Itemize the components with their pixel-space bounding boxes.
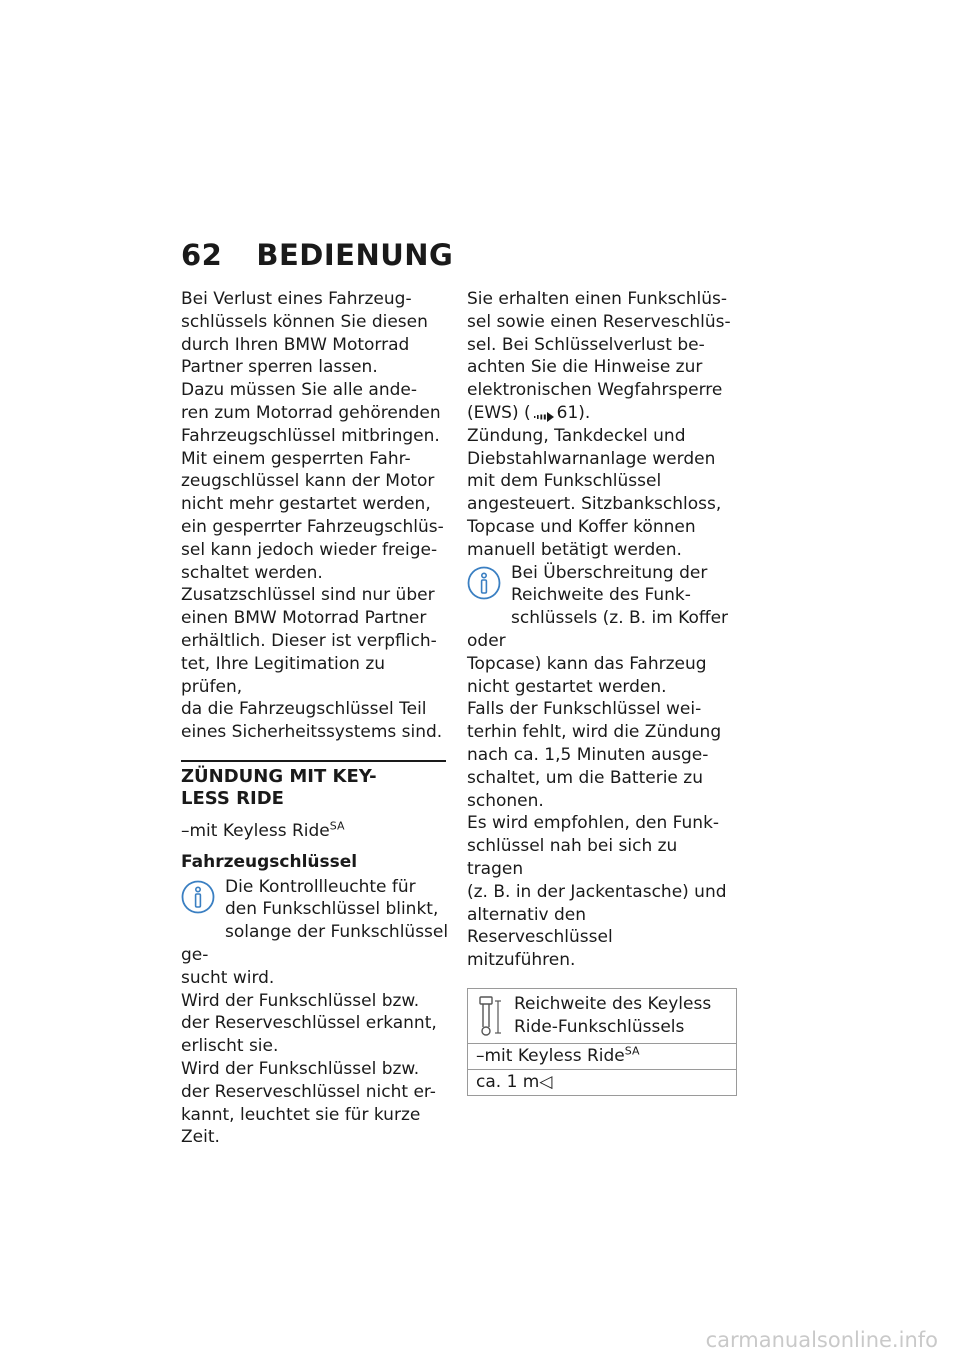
section-divider	[181, 760, 446, 762]
paragraph-bring-keys: Dazu müssen Sie alle ande- ren zum Motorrad gehörenden Fahrzeugschlüssel mitbringen.	[181, 380, 441, 446]
paragraph-key-not-recognized: Wird der Funkschlüssel bzw. der Reserveschlüssel nicht er- kannt, leuchtet sie für kurze Zeit.	[181, 1058, 436, 1148]
info-icon	[467, 566, 505, 608]
note-range	[467, 562, 737, 699]
section-title: ZÜNDUNG MIT KEY- LESS RIDE	[181, 765, 377, 809]
arrow-reference-icon	[533, 407, 555, 419]
left-column	[181, 288, 451, 1149]
option-line	[181, 820, 451, 843]
paragraph-ignition-off: Falls der Funkschlüssel wei- terhin fehlt, wird die Zündung nach ca. 1,5 Minuten ausge- schaltet, um die Batterie zu schonen.	[467, 699, 722, 811]
right-column	[467, 288, 737, 1096]
option-text: –mit Keyless Ride	[181, 820, 330, 841]
spec-table	[467, 988, 737, 1096]
end-mark: ◁	[539, 1071, 553, 1092]
paragraph-blocked-key: Mit einem gesperrten Fahr- zeugschlüssel kann der Motor nicht mehr gestartet werden, ein gesperrter Fahrzeugschlüs- sel kann jedoch wieder freige- schaltet werden.	[181, 448, 444, 583]
subheading-vehicle-key: Fahrzeugschlüssel	[181, 851, 358, 872]
spec-option-text: –mit Keyless Ride	[476, 1045, 625, 1066]
note-indicator-light	[181, 876, 451, 990]
note-text: Die Kontrollleuchte für den Funkschlüssel blinkt, solange der Funkschlüssel ge- sucht wird.	[181, 876, 449, 988]
spec-header	[468, 989, 736, 1044]
measurement-icon	[474, 993, 514, 1039]
page-header	[181, 238, 453, 272]
paragraph-key-loss: Bei Verlust eines Fahrzeug- schlüssels können Sie diesen durch Ihren BMW Motorrad Partner sperren lassen.	[181, 289, 428, 378]
page-number: 62	[181, 238, 223, 272]
page-reference[interactable]: 61).	[556, 402, 591, 423]
spec-option-sup: SA	[624, 1044, 640, 1058]
paragraph-recommendation: Es wird empfohlen, den Funk- schlüssel nah bei sich zu tragen (z. B. in der Jackentasche) und alternativ den Reserveschlüssel mitzuführen.	[467, 813, 727, 971]
watermark: carmanualsonline.info	[705, 1328, 938, 1352]
page-title: BEDIENUNG	[256, 238, 454, 272]
paragraph-key-recognized: Wird der Funkschlüssel bzw. der Reserveschlüssel erkannt, erlischt sie.	[181, 990, 437, 1057]
spec-value: ca. 1 m	[476, 1071, 540, 1092]
option-sup: SA	[329, 819, 345, 833]
paragraph-keys-received	[467, 288, 737, 425]
note-text: Bei Überschreitung der Reichweite des Funk- schlüssels (z. B. im Koffer oder Topcase) kann das Fahrzeug nicht gestartet werden.	[467, 562, 729, 697]
info-icon	[181, 880, 219, 922]
paragraph-controls: Zündung, Tankdeckel und Diebstahlwarnanlage werden mit dem Funkschlüssel angesteuert. Sitzbankschloss, Topcase und Koffer können manuell betätigt werden.	[467, 425, 722, 560]
paragraph-text: Sie erhalten einen Funkschlüs- sel sowie einen Reserveschlüs- sel. Bei Schlüsselverlust be- achten Sie die Hinweise zur elektronischen Wegfahrsperre (EWS) (	[467, 289, 731, 423]
spec-title: Reichweite des Keyless Ride-Funkschlüssels	[514, 993, 712, 1037]
spec-value-row	[468, 1070, 736, 1095]
paragraph-extra-keys: Zusatzschlüssel sind nur über einen BMW Motorrad Partner erhältlich. Dieser ist verpflich- tet, Ihre Legitimation zu prüfen, da die Fahrzeugschlüssel Teil eines Sicherheitssystems sind.	[181, 585, 443, 743]
spec-option-row	[468, 1044, 736, 1070]
